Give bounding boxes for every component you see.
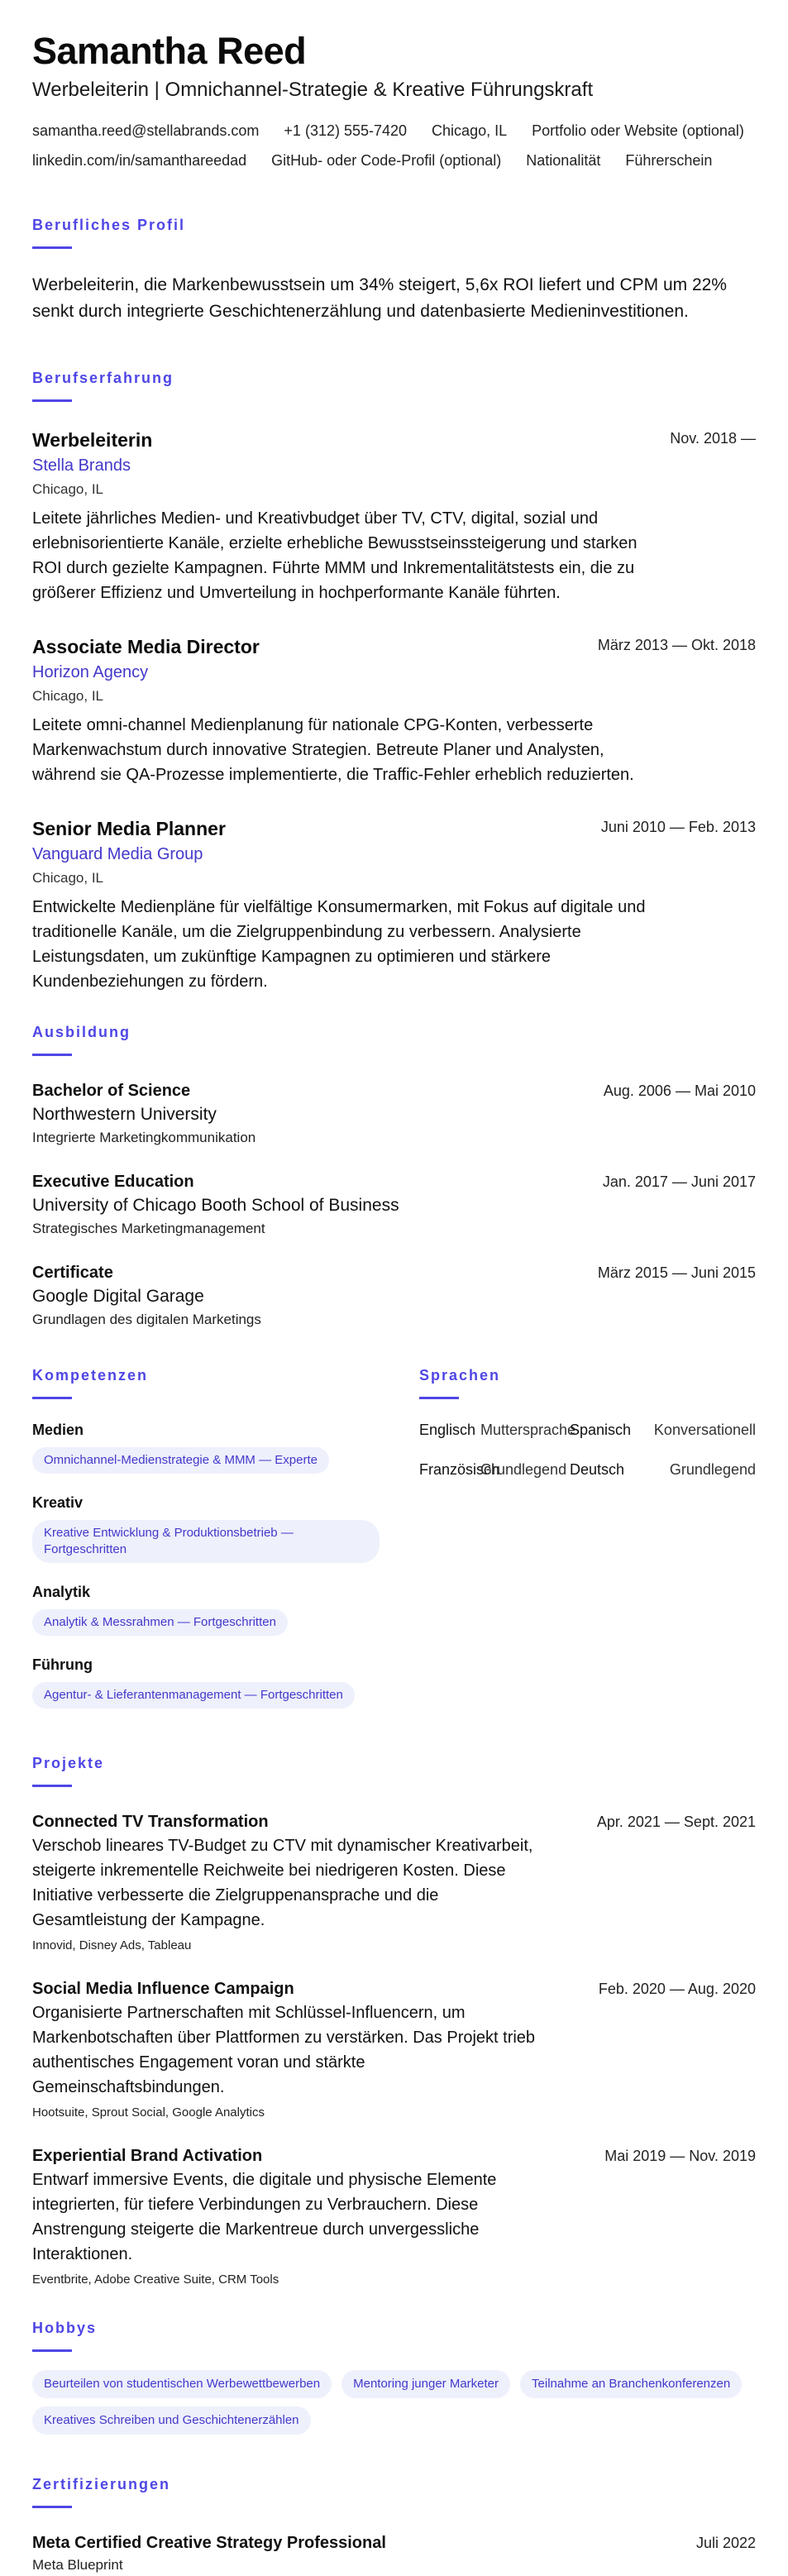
- job-entry: [32, 815, 756, 994]
- education-field: Strategisches Marketingmanagement: [32, 1221, 265, 1236]
- job-location: Chicago, IL: [32, 870, 103, 886]
- education-entry: [32, 1170, 756, 1240]
- section-title: Berufliches Profil: [32, 217, 186, 233]
- profile-summary: Werbeleiterin, die Markenbewusstsein um 34% steigert, 5,6x ROI liefert und CPM um 22% senkt durch integrierte Geschichtenerzählung und datenbasierte Medieninvestitionen.: [32, 275, 727, 321]
- skills-languages-row: [32, 1365, 756, 1727]
- section-divider: [32, 399, 72, 402]
- project-title: Social Media Influence Campaign: [32, 1980, 294, 1998]
- language-name: Englisch: [419, 1422, 476, 1438]
- language-list: [419, 1419, 756, 1480]
- education-entry: [32, 1261, 756, 1331]
- language-level: Grundlegend: [480, 1461, 567, 1478]
- section-title: Projekte: [32, 1755, 105, 1771]
- contact-github[interactable]: GitHub- oder Code-Profil (optional): [271, 152, 502, 169]
- contact-location: Chicago, IL: [432, 122, 508, 139]
- candidate-name: Samantha Reed: [32, 30, 307, 72]
- education-section: [32, 1022, 756, 1331]
- resume-header: [32, 28, 756, 170]
- skill-tag: Omnichannel-Medienstrategie & MMM — Experte: [32, 1447, 329, 1474]
- section-title: Berufserfahrung: [32, 370, 174, 386]
- contact-email[interactable]: samantha.reed@stellabrands.com: [32, 122, 260, 139]
- job-entry: [32, 427, 756, 605]
- section-title: Ausbildung: [32, 1024, 131, 1040]
- job-entry: [32, 633, 756, 787]
- skill-group: [32, 1492, 408, 1563]
- project-title: Connected TV Transformation: [32, 1813, 269, 1831]
- job-dates: Juni 2010 — Feb. 2013: [600, 819, 756, 835]
- hobby-tag: Mentoring junger Marketer: [341, 2370, 510, 2398]
- contact-linkedin[interactable]: linkedin.com/in/samanthareedad: [32, 152, 247, 169]
- contact-list: [32, 121, 756, 170]
- job-dates: Nov. 2018 —: [670, 430, 756, 447]
- skill-category: Medien: [32, 1422, 84, 1438]
- language-level: Grundlegend: [669, 1461, 756, 1478]
- hobby-list: [32, 2370, 756, 2435]
- education-school: Google Digital Garage: [32, 1287, 204, 1306]
- project-description: Organisierte Partnerschaften mit Schlüssel-Influencern, um Markenbotschaften über Plattformen zu verstärken. Das Projekt trieb authentisches Engagement voran und stärkte Gemeinschaftsbindungen.: [32, 2004, 536, 2096]
- job-company: Vanguard Media Group: [32, 845, 203, 863]
- education-school: University of Chicago Booth School of Business: [32, 1196, 399, 1215]
- section-title: Kompetenzen: [32, 1367, 149, 1384]
- education-field: Integrierte Marketingkommunikation: [32, 1130, 256, 1145]
- job-description: Leitete jährliches Medien- und Kreativbudget über TV, CTV, digital, sozial und erlebnisorientierte Kanäle, erzielte erhebliche Bewusstseinssteigerung und starken ROI durch gezielte Kampagnen. Führte MMM und Inkrementalitätstests ein, die zu größerer Effizienz und Umverteilung in hochperformante Kanäle führten.: [32, 509, 638, 602]
- contact-license: Führerschein: [625, 152, 713, 169]
- education-degree: Certificate: [32, 1264, 113, 1282]
- skills-section: [32, 1365, 419, 1727]
- job-description: Leitete omni-channel Medienplanung für nationale CPG-Konten, verbesserte Markenwachstum durch innovative Strategien. Betreute Planer und Analysten, während sie QA-Prozesse implementierte, die Traffic-Fehler erheblich reduzierten.: [32, 716, 634, 784]
- skill-group: [32, 1581, 408, 1636]
- project-description: Verschob lineares TV-Budget zu CTV mit dynamischer Kreativarbeit, steigerte inkrementelle Reichweite bei niedrigeren Kosten. Diese Initiative verbesserte die Zielgruppenansprache und die Gesamtleistung der Kampagne.: [32, 1837, 533, 1929]
- certification-entry: [32, 2531, 756, 2576]
- languages-section: [419, 1365, 756, 1727]
- project-entry: [32, 1977, 756, 2123]
- job-company: Horizon Agency: [32, 663, 149, 681]
- education-school: Northwestern University: [32, 1105, 217, 1124]
- education-field: Grundlagen des digitalen Marketings: [32, 1312, 261, 1327]
- section-title: Hobbys: [32, 2320, 98, 2336]
- profile-section: [32, 215, 756, 325]
- skill-tag: Analytik & Messrahmen — Fortgeschritten: [32, 1609, 288, 1636]
- skill-tag: Agentur- & Lieferantenmanagement — Fortgeschritten: [32, 1682, 355, 1709]
- skill-group: [32, 1419, 408, 1474]
- job-location: Chicago, IL: [32, 481, 103, 497]
- education-degree: Executive Education: [32, 1173, 194, 1191]
- job-description: Entwickelte Medienpläne für vielfältige Konsumermarken, mit Fokus auf digitale und traditionelle Kanäle, um die Zielgruppenbindung zu verbessern. Analysierte Leistungsdaten, um zukünftige Kampagnen zu optimieren und stärkere Kundenbeziehungen zu fördern.: [32, 898, 646, 991]
- project-tools: Hootsuite, Sprout Social, Google Analytics: [32, 2105, 265, 2120]
- experience-section: [32, 368, 756, 994]
- section-divider: [32, 1397, 72, 1399]
- section-divider: [32, 1054, 72, 1056]
- language-name: Spanisch: [570, 1422, 632, 1438]
- project-title: Experiential Brand Activation: [32, 2147, 263, 2165]
- job-dates: März 2013 — Okt. 2018: [597, 637, 756, 653]
- hobby-tag: Beurteilen von studentischen Werbewettbewerben: [32, 2370, 332, 2398]
- hobby-tag: Kreatives Schreiben und Geschichtenerzählen: [32, 2406, 311, 2435]
- section-divider: [32, 1785, 72, 1787]
- job-title: Associate Media Director: [32, 636, 260, 657]
- hobby-tag: Teilnahme an Branchenkonferenzen: [520, 2370, 742, 2398]
- language-name: Deutsch: [570, 1461, 625, 1478]
- education-dates: Aug. 2006 — Mai 2010: [603, 1082, 756, 1099]
- job-title: Werbeleiterin: [32, 429, 153, 451]
- project-description: Entwarf immersive Events, die digitale und physische Elemente integrierten, für tiefere Verbindungen zu Verbrauchern. Diese Anstrengung steigerte die Markentreue durch unvergessliche Interaktionen.: [32, 2171, 497, 2263]
- project-dates: Mai 2019 — Nov. 2019: [604, 2148, 756, 2164]
- project-dates: Feb. 2020 — Aug. 2020: [598, 1981, 756, 1997]
- language-level: Konversationell: [653, 1422, 756, 1438]
- education-entry: [32, 1079, 756, 1149]
- skill-category: Kreativ: [32, 1494, 84, 1511]
- section-divider: [32, 2349, 72, 2352]
- certification-date: Juli 2022: [695, 2535, 756, 2551]
- section-divider: [419, 1397, 459, 1399]
- language-name: Französisch: [419, 1461, 500, 1478]
- project-tools: Innovid, Disney Ads, Tableau: [32, 1938, 192, 1952]
- skill-group: [32, 1654, 408, 1709]
- section-divider: [32, 2506, 72, 2508]
- skill-category: Analytik: [32, 1584, 91, 1600]
- skill-tag: Kreative Entwicklung & Produktionsbetrieb — Fortgeschritten: [32, 1520, 380, 1563]
- section-divider: [32, 246, 72, 249]
- project-dates: Apr. 2021 — Sept. 2021: [596, 1814, 756, 1830]
- language-level: Muttersprache: [480, 1422, 576, 1438]
- job-title: Senior Media Planner: [32, 818, 226, 839]
- contact-nationality: Nationalität: [526, 152, 601, 169]
- project-entry: [32, 1810, 756, 1956]
- section-title: Sprachen: [419, 1367, 501, 1384]
- education-dates: März 2015 — Juni 2015: [597, 1264, 756, 1281]
- education-degree: Bachelor of Science: [32, 1082, 191, 1100]
- contact-phone[interactable]: +1 (312) 555-7420: [284, 122, 408, 139]
- project-entry: [32, 2144, 756, 2290]
- hobbies-section: [32, 2318, 756, 2435]
- certification-issuer: Meta Blueprint: [32, 2557, 123, 2573]
- section-title: Zertifizierungen: [32, 2476, 171, 2492]
- contact-portfolio[interactable]: Portfolio oder Website (optional): [532, 122, 744, 139]
- projects-section: [32, 1753, 756, 2290]
- education-dates: Jan. 2017 — Juni 2017: [602, 1173, 756, 1190]
- certifications-section: [32, 2474, 756, 2576]
- certification-title: Meta Certified Creative Strategy Professional: [32, 2534, 386, 2552]
- job-company: Stella Brands: [32, 456, 131, 475]
- project-tools: Eventbrite, Adobe Creative Suite, CRM Tools: [32, 2273, 279, 2287]
- job-location: Chicago, IL: [32, 688, 103, 704]
- candidate-headline: Werbeleiterin | Omnichannel-Strategie & Kreative Führungskraft: [32, 79, 594, 101]
- skill-category: Führung: [32, 1656, 93, 1673]
